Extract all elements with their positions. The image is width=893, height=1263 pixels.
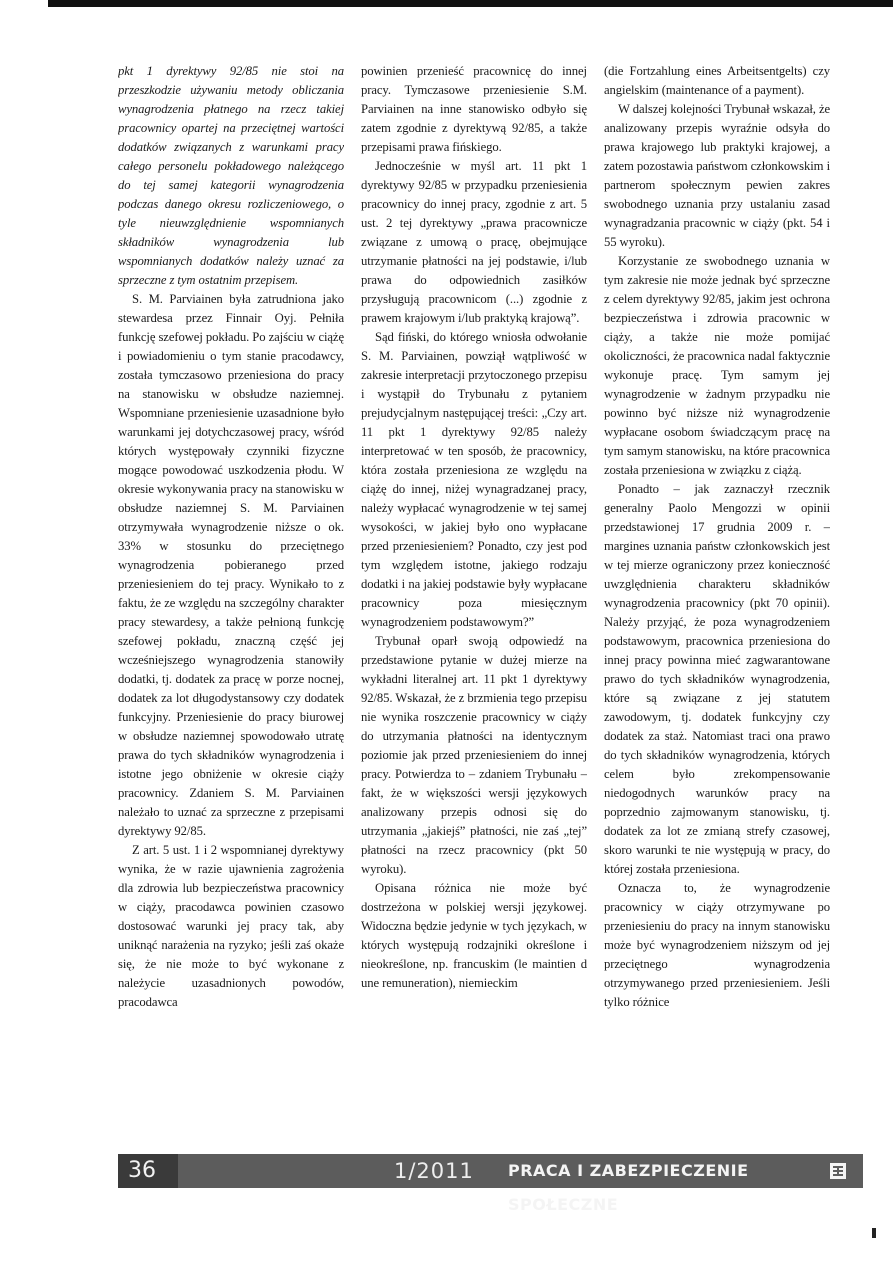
paragraph: S. M. Parviainen była zatrudniona jako stewardesa przez Finnair Oyj. Pełniła funkcję szefowej pokładu. Po zajściu w ciążę i powiadomieniu o tym stanie pracodawcy, została tymczasowo przeniesiona do pracy na stanowisku w obsłudze naziemnej. Wspomniane przeniesienie uzasadnione było warunkami jej dotychczasowej pracy, wśród których występowały czynniki fizyczne mogące powodować uszkodzenia płodu. W okresie wykonywania pracy na stanowisku w obsłudze naziemnej S. M. Parviainen otrzymywała wynagrodzenie niższe o ok. 33% w stosunku do przeciętnego wynagrodzenia pobieranego przed przeniesieniem do tej pracy. Wynikało to z faktu, że ze względu na szczególny charakter pracy stewardesy, a także pełnioną funkcję szefowej pokładu, znaczną część jej wcześniejszego wynagrodzenia stanowiły dodatki, tj. dodatek za pracę w porze nocnej, dodatek za lot długodystansowy czy dodatek funkcyjny. Przeniesienie do pracy biurowej w obsłudze naziemnej spowodowało utratę prawa do tych składników wynagrodzenia i istotne jego obniżenie w okresie ciąży pracownicy. Zdaniem S. M. Parviainen należało to uznać za sprzeczne z przepisami dyrektywy 92/85. bbox=[118, 292, 344, 838]
issue-number: 1/2011 bbox=[394, 1159, 474, 1183]
top-rule-gap bbox=[40, 0, 48, 7]
paragraph: Jednocześnie w myśl art. 11 pkt 1 dyrektywy 92/85 w przypadku przeniesienia pracownicy do innej pracy, zgodnie z art. 5 ust. 2 tej dyrektywy „prawa pracownicze związane z umową o pracę, obejmujące utrzymanie płatności na jej podstawie, i/lub prawa do odpowiednich zasiłków przysługują pracownicom (...) zgodnie z prawem krajowym i/lub praktyką krajową”. bbox=[361, 159, 587, 325]
journal-title: PRACA I ZABEZPIECZENIE SPOŁECZNE bbox=[508, 1161, 749, 1214]
paragraph: Sąd fiński, do którego wniosła odwołanie S. M. Parviainen, powziął wątpliwość w zakresie interpretacji przytoczonego przepisu i wystąpił do Trybunału z pytaniem prejudycjalnym następującej treści: „Czy art. 11 pkt 1 dyrektywy 92/85 należy interpretować w ten sposób, że pracownicy, która została przeniesiona ze względu na ciążę do innej, niżej wynagradzanej pracy, należy wypłacać wynagrodzenie w tej samej wysokości, w jakiej było ono wypłacane przed przeniesieniem? Ponadto, czy jest pod tym względem istotne, jakiego rodzaju dodatki i na jakiej podstawie były wypłacane pracownicy poza miesięcznym wynagrodzeniem podstawowym?” bbox=[361, 330, 587, 629]
paragraph: Trybunał oparł swoją odpowiedź na przedstawione pytanie w dużej mierze na wykładni literalnej art. 11 pkt 1 dyrektywy 92/85. Wskazał, że z brzmienia tego przepisu nie wynika roszczenie pracownicy w ciąży do utrzymania płatności na identycznym poziomie jak przed przeniesieniem do innej pracy. Potwierdza to – zdaniem Trybunału – fakt, że w większości wersji językowych analizowany przepis odnosi się do utrzymania „jakiejś” płatności, nie zaś „tej” płatności na rzecz pracownicy (pkt 50 wyroku). bbox=[361, 634, 587, 876]
paragraph: Ponadto – jak zaznaczył rzecznik generalny Paolo Mengozzi w opinii przedstawionej 17 grudnia 2009 r. – margines uznania państw członkowskich jest w tej mierze ograniczony przez konieczność uwzględnienia charakteru składników wynagrodzenia pracownicy (pkt 70 opinii). Należy przyjąć, że poza wynagrodzeniem podstawowym, pracownica przeniesiona do innej pracy powinna mieć zagwarantowane prawo do tych składników wynagrodzenia, które są związane z jej statutem zawodowym, tj. dodatek funkcyjny czy dodatek za staż. Natomiast traci ona prawo do tych składników wynagrodzenia, których celem było zrekompensowanie niedogodnych warunków pracy na poprzednio zajmowanym stanowisku, tj. dodatek za lot ze zmianą strefy czasowej, skoro warunki te nie występują w pracy, do której została przeniesiona. bbox=[604, 482, 830, 876]
top-rule bbox=[48, 0, 893, 7]
paragraph: Oznacza to, że wynagrodzenie pracownicy w ciąży otrzymywane po przeniesieniu do pracy na innym stanowisku może być wynagrodzeniem niższym od jej przeciętnego wynagrodzenia otrzymywanego przed przeniesieniem. Jeśli tylko różnice bbox=[604, 881, 830, 1009]
paragraph: W dalszej kolejności Trybunał wskazał, że analizowany przepis wyraźnie odsyła do prawa krajowego lub praktyki krajowej, a zatem pozostawia państwom członkowskim i partnerom społecznym pewien zakres swobodnego uznania przy ustalaniu zasad wynagradzania pracownic w ciąży (pkt. 54 i 55 wyroku). bbox=[604, 102, 830, 249]
paragraph: pkt 1 dyrektywy 92/85 nie stoi na przeszkodzie używaniu metody obliczania wynagrodzenia płatnego na rzecz takiej pracownicy opartej na przeciętnej wartości dodatków związanych z warunkami pracy całego personelu pokładowego należącego do tej samej kategorii wynagrodzenia podczas danego okresu rozliczeniowego, o tyle nieuwzględnienie wspomnianych składników wynagrodzenia lub wspomnianych dodatków należy uznać za sprzeczne z tym ostatnim przepisem. bbox=[118, 64, 344, 287]
article-body bbox=[118, 62, 830, 1152]
journal-logo-icon bbox=[830, 1163, 846, 1179]
page-number: 36 bbox=[118, 1154, 178, 1188]
paragraph: (die Fortzahlung eines Arbeitsentgelts) czy angielskim (maintenance of a payment). bbox=[604, 64, 830, 97]
paragraph: powinien przenieść pracownicę do innej pracy. Tymczasowe przeniesienie S.M. Parviainen na inne stanowisko odbyło się zatem zgodnie z dyrektywą 92/85, a także przepisami prawa fińskiego. bbox=[361, 64, 587, 154]
paragraph: Opisana różnica nie może być dostrzeżona w polskiej wersji językowej. Widoczna będzie jedynie w tych językach, w których występują rodzajniki określone i nieokreślone, np. francuskim (le maintien d une remuneration), niemieckim bbox=[361, 881, 587, 990]
column-2 bbox=[361, 62, 587, 1152]
paragraph: Korzystanie ze swobodnego uznania w tym zakresie nie może jednak być sprzeczne z celem dyrektywy 92/85, jakim jest ochrona bezpieczeństwa i zdrowia pracownic w ciąży, a także nie może pomijać okoliczności, że pracownica nadal faktycznie wykonuje pracę. Tym samym jej wynagrodzenie w żadnym przypadku nie powinno być niższe niż wynagrodzenie wypłacane osobom świadczącym pracę na tym samym stanowisku, na które pracownica została przeniesiona w związku z ciążą. bbox=[604, 254, 830, 477]
column-1 bbox=[118, 62, 344, 1152]
page-footer bbox=[118, 1154, 863, 1214]
column-3 bbox=[604, 62, 830, 1152]
edge-mark bbox=[872, 1228, 876, 1238]
paragraph: Z art. 5 ust. 1 i 2 wspomnianej dyrektywy wynika, że w razie ujawnienia zagrożenia dla zdrowia lub bezpieczeństwa pracownicy w ciąży, pracodawca powinien czasowo dostosować warunki jej pracy tak, aby uniknąć narażenia na ryzyko; jeśli zaś okaże się, że nie może to być wykonane z należycie uzasadnionych powodów, pracodawca bbox=[118, 843, 344, 1009]
